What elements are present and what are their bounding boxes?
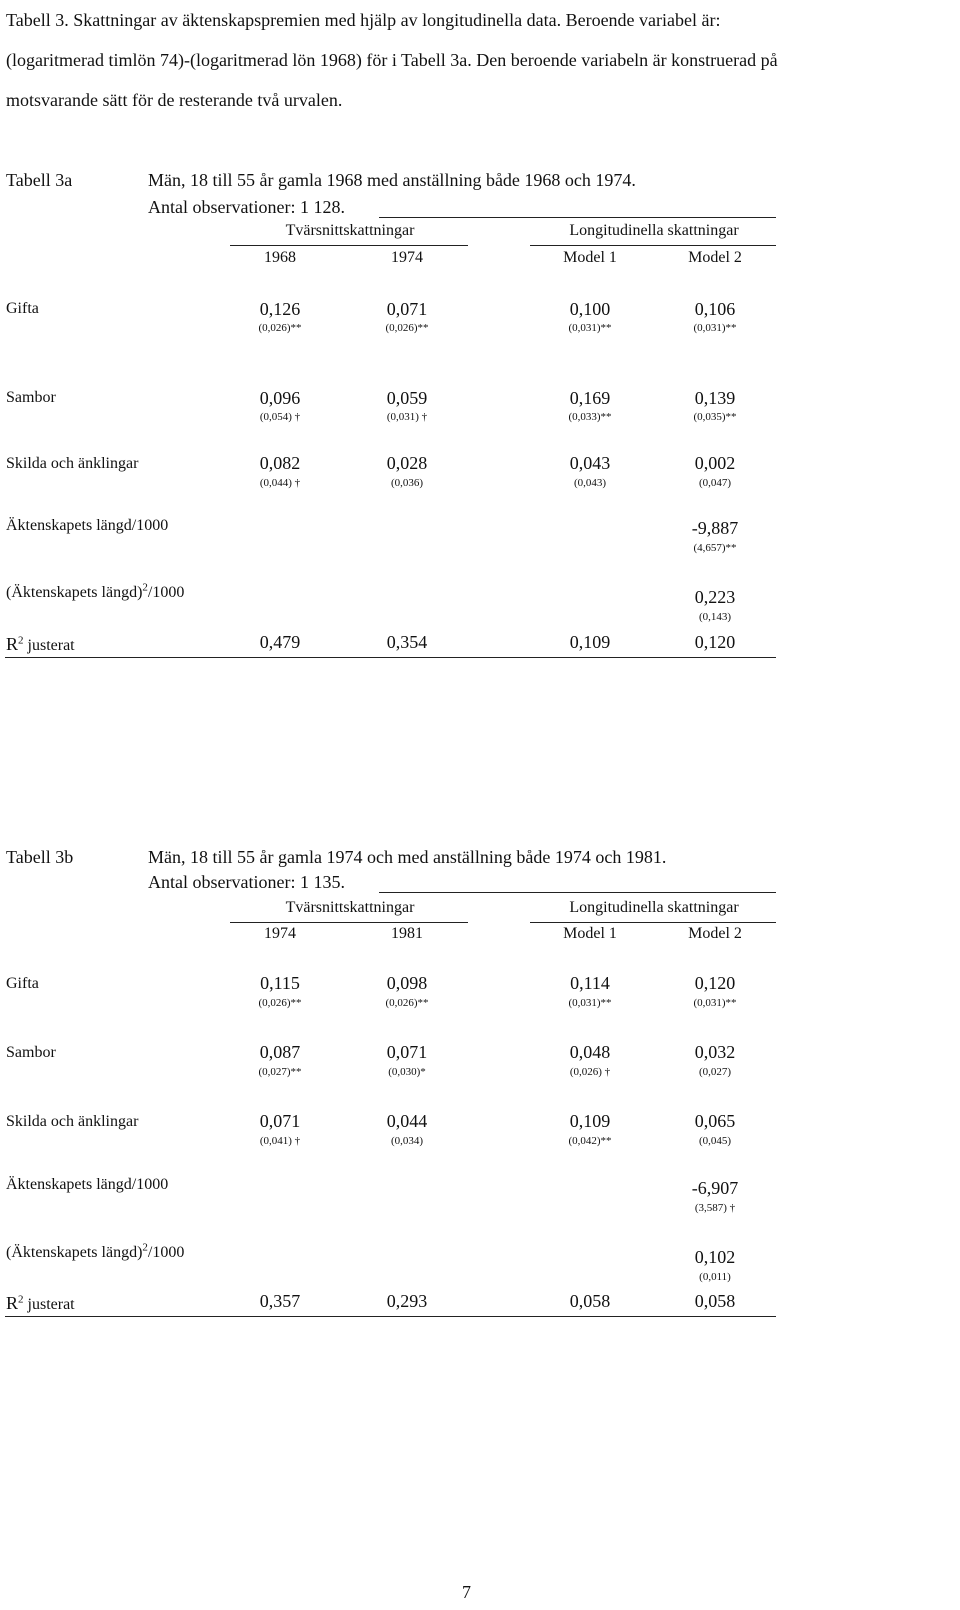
bottom-rule (5, 657, 776, 658)
standard-error: (0,031)** (693, 997, 737, 1009)
estimate: 0,100 (569, 299, 611, 319)
standard-error: (0,026)** (385, 997, 429, 1009)
group-rule-cross (230, 245, 468, 246)
table-3b (0, 842, 960, 1342)
standard-error: (0,026)** (258, 322, 302, 334)
estimate: -6,907 (691, 1178, 739, 1198)
page-number: 7 (462, 1582, 471, 1602)
estimate: 0,169 (569, 388, 611, 408)
column-header: 1981 (391, 925, 423, 942)
standard-error: (0,043) (573, 477, 607, 489)
standard-error: (0,027)** (258, 1066, 302, 1078)
estimate: 0,102 (694, 1247, 736, 1267)
estimate: 0,115 (260, 973, 300, 993)
table-label: Tabell 3a (6, 170, 73, 190)
estimate: -9,887 (691, 518, 739, 538)
table-label: Tabell 3b (6, 847, 74, 867)
estimate: 0,043 (569, 453, 611, 473)
column-header: Model 1 (563, 249, 617, 266)
group-header-cross: Tvärsnittskattningar (285, 222, 415, 239)
r2-value: 0,058 (569, 1291, 611, 1311)
row-label: Sambor (6, 1044, 56, 1061)
top-rule (379, 892, 776, 893)
observation-count: Antal observationer: 1 135. (148, 872, 345, 892)
row-label: Gifta (6, 300, 39, 317)
column-header: Model 2 (688, 249, 742, 266)
standard-error: (0,031)** (693, 322, 737, 334)
r2-label: $R^2$ justerat (6, 1293, 75, 1313)
row-label: (Äktenskapets längd)$^2$/1000 (6, 581, 185, 601)
r2-value: 0,120 (694, 632, 736, 652)
standard-error: (0,047) (698, 477, 732, 489)
estimate: 0,120 (694, 973, 736, 993)
table-3a (0, 165, 960, 665)
standard-error: (0,027) (698, 1066, 732, 1078)
table-title: Män, 18 till 55 år gamla 1974 och med anställning både 1974 och 1981. (148, 847, 667, 867)
estimate: 0,071 (386, 299, 428, 319)
column-header: Model 1 (563, 925, 617, 942)
row-label: Skilda och änklingar (6, 1113, 139, 1130)
intro-line: Tabell 3. Skattningar av äktenskapspremien med hjälp av longitudinella data. Beroende variabel är: (6, 10, 721, 30)
standard-error: (0,031)** (568, 997, 612, 1009)
r2-value: 0,293 (386, 1291, 428, 1311)
standard-error: (0,011) (699, 1271, 731, 1283)
group-header-longitudinal: Longitudinella skattningar (569, 222, 739, 239)
standard-error: (3,587) † (694, 1202, 736, 1214)
row-label: Äktenskapets längd/1000 (6, 1176, 169, 1193)
standard-error: (0,042)** (568, 1135, 612, 1147)
standard-error: (0,035)** (693, 411, 737, 423)
intro-text (6, 0, 932, 120)
estimate: 0,098 (386, 973, 428, 993)
estimate: 0,071 (386, 1042, 428, 1062)
group-rule-longitudinal (530, 922, 776, 923)
group-header-cross: Tvärsnittskattningar (285, 899, 415, 916)
estimate: 0,096 (259, 388, 301, 408)
r2-value: 0,109 (569, 632, 611, 652)
standard-error: (0,026) † (569, 1066, 611, 1078)
standard-error: (0,044) † (259, 477, 301, 489)
estimate: 0,028 (386, 453, 428, 473)
estimate: 0,065 (694, 1111, 736, 1131)
standard-error: (0,026)** (385, 322, 429, 334)
intro-line: (logaritmerad timlön 74)-(logaritmerad lön 1968) för i Tabell 3a. Den beroende variabeln är konstruerad på (6, 50, 778, 70)
top-rule (379, 217, 776, 218)
standard-error: (0,031)** (568, 322, 612, 334)
estimate: 0,139 (694, 388, 736, 408)
estimate: 0,059 (386, 388, 428, 408)
row-label: Skilda och änklingar (6, 455, 139, 472)
intro-line: motsvarande sätt för de resterande två urvalen. (6, 90, 343, 110)
estimate: 0,002 (694, 453, 736, 473)
standard-error: (0,033)** (568, 411, 612, 423)
row-label: Gifta (6, 975, 39, 992)
column-header: 1974 (391, 249, 423, 266)
estimate: 0,106 (694, 299, 736, 319)
r2-label: $R^2$ justerat (6, 634, 75, 654)
r2-value: 0,357 (259, 1291, 301, 1311)
standard-error: (0,026)** (258, 997, 302, 1009)
estimate: 0,114 (570, 973, 610, 993)
group-rule-cross (230, 922, 468, 923)
column-header: 1974 (264, 925, 296, 942)
standard-error: (0,034) (390, 1135, 424, 1147)
row-label: (Äktenskapets längd)$^2$/1000 (6, 1241, 185, 1261)
standard-error: (4,657)** (693, 542, 737, 554)
r2-value: 0,479 (259, 632, 301, 652)
estimate: 0,109 (569, 1111, 611, 1131)
standard-error: (0,030)* (388, 1066, 426, 1078)
estimate: 0,126 (259, 299, 301, 319)
estimate: 0,082 (259, 453, 301, 473)
estimate: 0,087 (259, 1042, 301, 1062)
r2-value: 0,354 (386, 632, 428, 652)
bottom-rule (5, 1316, 776, 1317)
row-label: Äktenskapets längd/1000 (6, 517, 169, 534)
estimate: 0,223 (694, 587, 736, 607)
r2-value: 0,058 (694, 1291, 736, 1311)
estimate: 0,071 (259, 1111, 301, 1131)
standard-error: (0,031) † (386, 411, 428, 423)
estimate: 0,044 (386, 1111, 428, 1131)
standard-error: (0,036) (390, 477, 424, 489)
column-header: Model 2 (688, 925, 742, 942)
standard-error: (0,041) † (259, 1135, 301, 1147)
standard-error: (0,045) (698, 1135, 732, 1147)
standard-error: (0,143) (698, 611, 732, 623)
estimate: 0,048 (569, 1042, 611, 1062)
column-header: 1968 (264, 249, 296, 266)
row-label: Sambor (6, 389, 56, 406)
estimate: 0,032 (694, 1042, 736, 1062)
table-title: Män, 18 till 55 år gamla 1968 med anställning både 1968 och 1974. (148, 170, 636, 190)
group-rule-longitudinal (530, 245, 776, 246)
observation-count: Antal observationer: 1 128. (148, 197, 345, 217)
standard-error: (0,054) † (259, 411, 301, 423)
group-header-longitudinal: Longitudinella skattningar (569, 899, 739, 916)
